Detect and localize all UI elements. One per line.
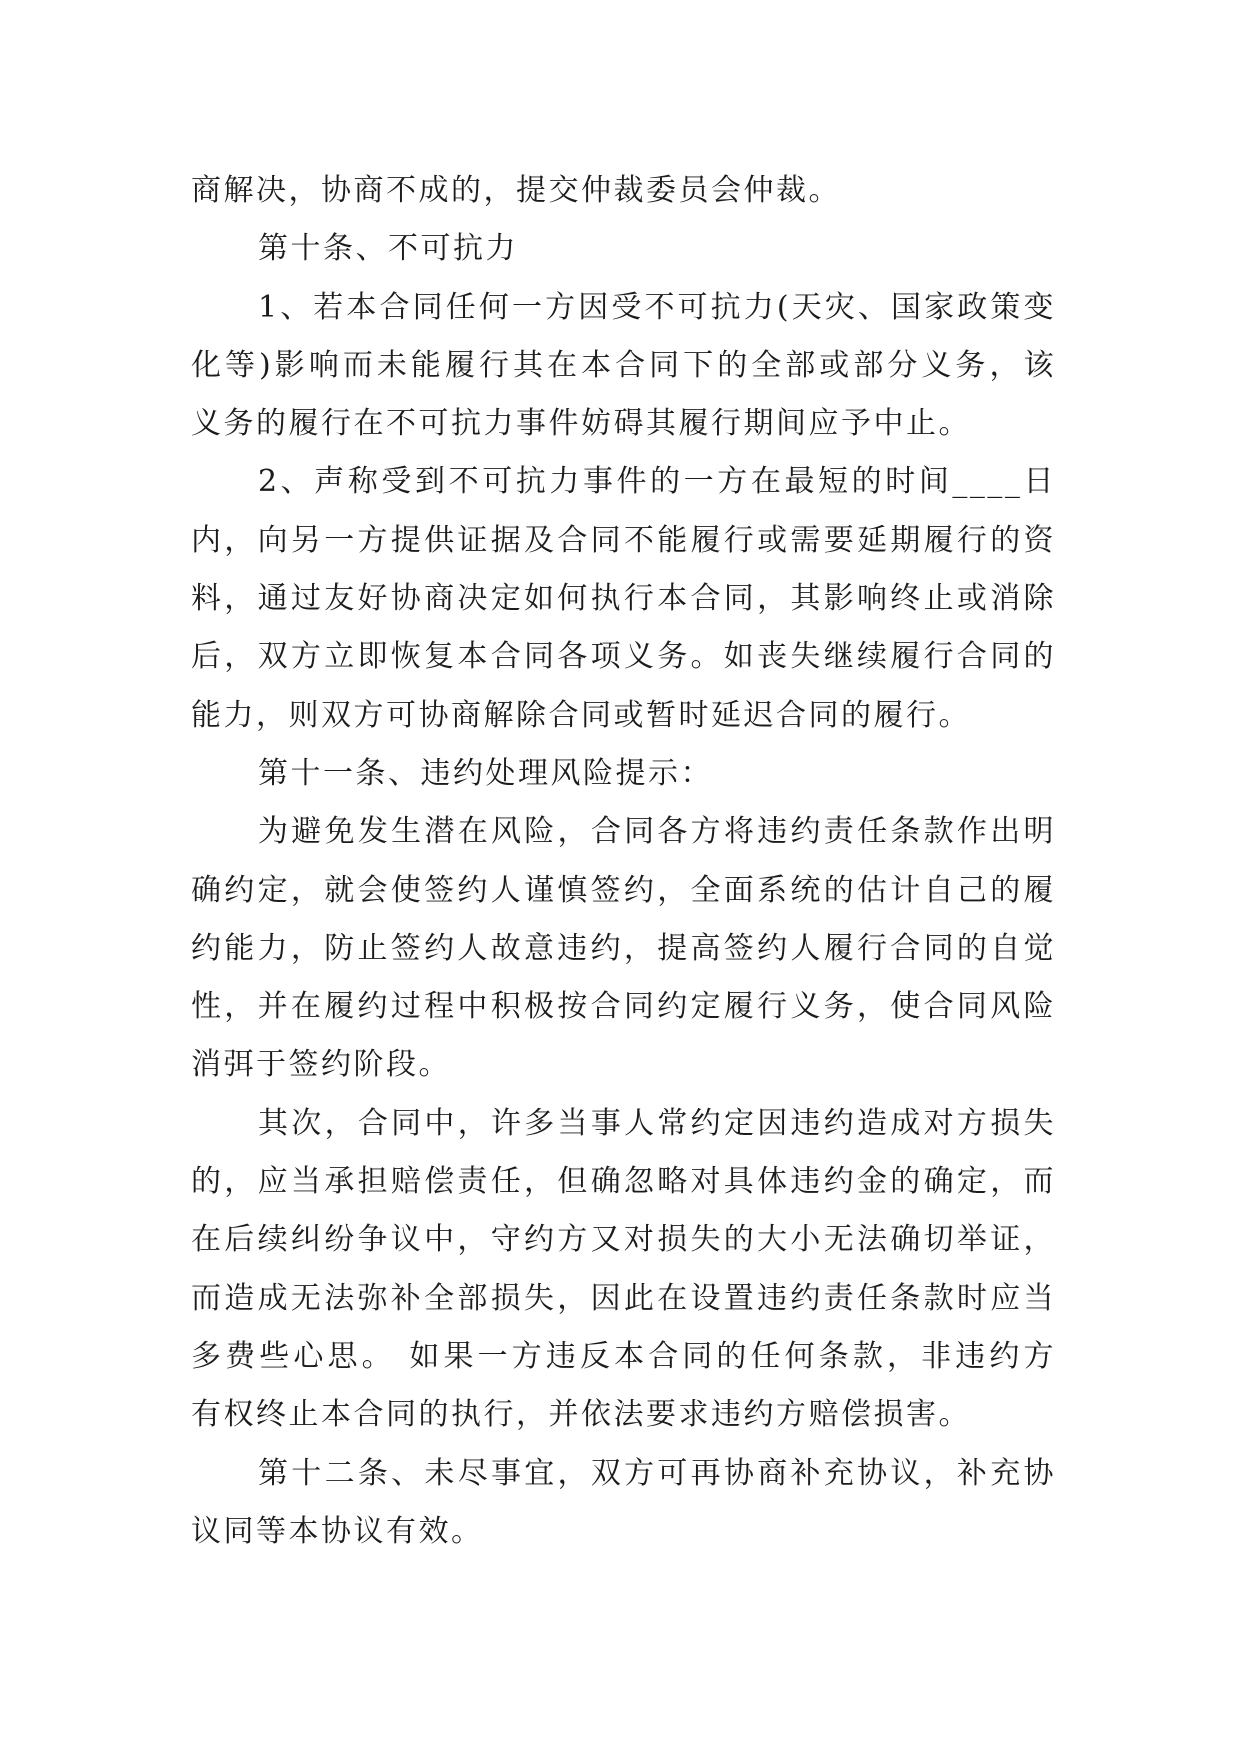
text-line: 商解决，协商不成的，提交仲裁委员会仲裁。 bbox=[191, 173, 841, 208]
paragraph-compensation bbox=[191, 1095, 1056, 1445]
text-line: 有权终止本合同的执行，并依法要求违约方赔偿损害。 bbox=[191, 1397, 971, 1433]
text-line: 1、若本合同任何一方因受不可抗力(天灾、国家政策变 bbox=[258, 289, 1056, 325]
text-line: 的，应当承担赔偿责任，但确忽略对具体违约金的确定，而 bbox=[191, 1164, 1056, 1200]
document-body bbox=[191, 162, 1056, 1561]
text-line: 内，向另一方提供证据及合同不能履行或需要延期履行的资 bbox=[191, 522, 1056, 558]
text-line: 约能力，防止签约人故意违约，提高签约人履行合同的自觉 bbox=[191, 930, 1056, 966]
text-line: 为避免发生潜在风险，合同各方将违约责任条款作出明 bbox=[258, 814, 1056, 850]
text-line: 化等)影响而未能履行其在本合同下的全部或部分义务，该 bbox=[191, 347, 1056, 383]
text-line: 性，并在履约过程中积极按合同约定履行义务，使合同风险 bbox=[191, 989, 1056, 1025]
paragraph-force-majeure-2 bbox=[191, 453, 1056, 744]
text-line: 其次，合同中，许多当事人常约定因违约造成对方损失 bbox=[258, 1105, 1056, 1141]
text-line: 确约定，就会使签约人谨慎签约，全面系统的估计自己的履 bbox=[191, 872, 1056, 908]
paragraph-continuation bbox=[191, 162, 1056, 220]
text-line: 第十二条、未尽事宜，双方可再协商补充协议，补充协 bbox=[258, 1455, 1056, 1491]
text-line: 义务的履行在不可抗力事件妨碍其履行期间应予中止。 bbox=[191, 406, 971, 442]
clause-11-heading bbox=[191, 745, 1056, 803]
paragraph-risk-warning bbox=[191, 803, 1056, 1094]
clause-12-paragraph bbox=[191, 1445, 1056, 1562]
clause-10-heading bbox=[191, 220, 1056, 278]
text-line: 在后续纠纷争议中，守约方又对损失的大小无法确切举证， bbox=[191, 1222, 1056, 1258]
text-line: 而造成无法弥补全部损失，因此在设置违约责任条款时应当 bbox=[191, 1280, 1056, 1316]
clause-heading: 第十条、不可抗力 bbox=[258, 231, 518, 267]
text-line: 后，双方立即恢复本合同各项义务。如丧失继续履行合同的 bbox=[191, 639, 1056, 675]
text-line: 多费些心思。 如果一方违反本合同的任何条款，非违约方 bbox=[191, 1338, 1056, 1374]
clause-heading: 第十一条、违约处理风险提示： bbox=[258, 755, 713, 791]
paragraph-force-majeure-1 bbox=[191, 279, 1056, 454]
text-line: 议同等本协议有效。 bbox=[191, 1513, 484, 1549]
text-line: 消弭于签约阶段。 bbox=[191, 1047, 451, 1083]
text-line: 料，通过友好协商决定如何执行本合同，其影响终止或消除 bbox=[191, 581, 1056, 617]
text-line: 2、声称受到不可抗力事件的一方在最短的时间____日 bbox=[258, 464, 1056, 500]
text-line: 能力，则双方可协商解除合同或暂时延迟合同的履行。 bbox=[191, 697, 971, 733]
